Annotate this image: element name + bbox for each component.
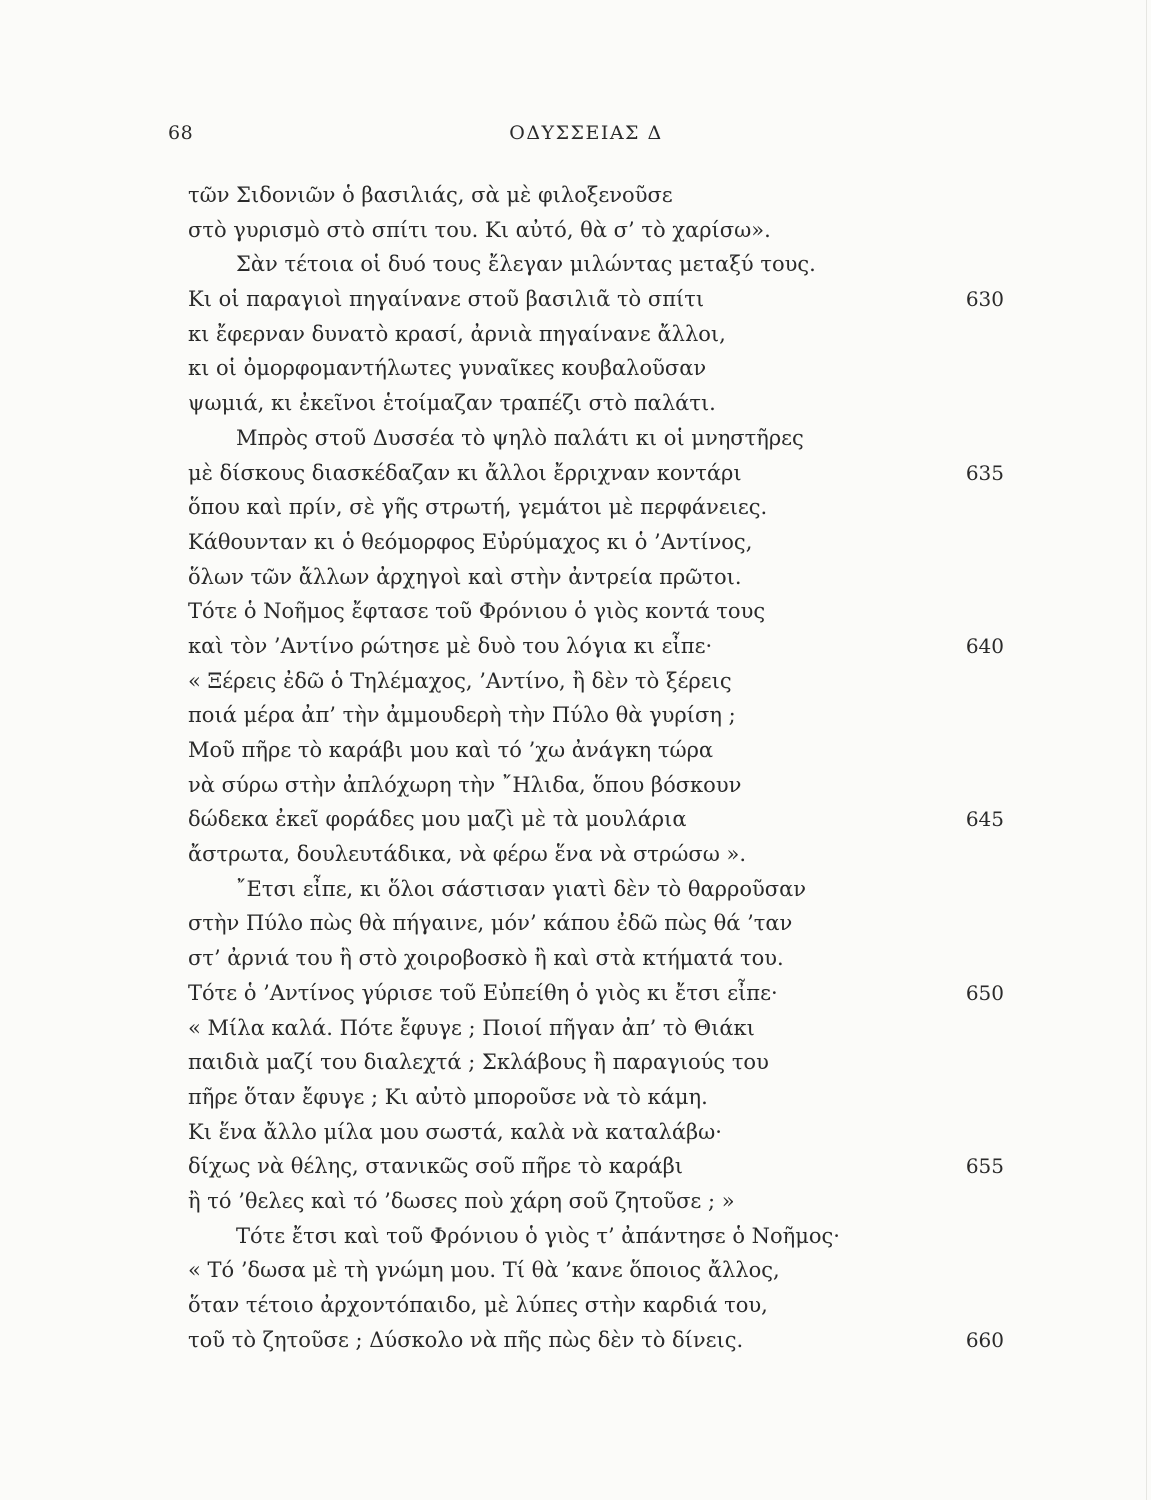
verse-line bbox=[188, 456, 1008, 491]
verse-line bbox=[188, 1011, 1008, 1046]
verse-line bbox=[188, 768, 1008, 803]
verse-text: κι οἱ ὀμορφομαντήλωτες γυναῖκες κουβαλοῦσαν bbox=[188, 356, 707, 381]
verse-text: Τότε ἔτσι καὶ τοῦ Φρόνιου ὁ γιὸς τ’ ἀπάντησε ὁ Νοῆμος· bbox=[236, 1223, 840, 1248]
verse-text: ὅπου καὶ πρίν, σὲ γῆς στρωτή, γεμάτοι μὲ περφάνειες. bbox=[188, 495, 768, 520]
verse-text: ἢ τό ’θελες καὶ τό ’δωσες ποὺ χάρη σοῦ ζητοῦσε ; » bbox=[188, 1188, 735, 1213]
verse-line bbox=[188, 906, 1008, 941]
verse-text: στὴν Πύλο πὼς θὰ πήγαινε, μόν’ κάπου ἐδῶ πὼς θά ’ταν bbox=[188, 911, 793, 936]
verse-text: δίχως νὰ θέλης, στανικῶς σοῦ πῆρε τὸ καράβι bbox=[188, 1154, 683, 1179]
verse-text: Σὰν τέτοια οἱ δυό τους ἔλεγαν μιλώντας μεταξύ τους. bbox=[236, 252, 816, 277]
verse-text: καὶ τὸν ’Αντίνο ρώτησε μὲ δυὸ του λόγια κι εἶπε· bbox=[188, 633, 713, 658]
verse-line bbox=[188, 421, 1008, 456]
verse-line bbox=[188, 525, 1008, 560]
line-number: 635 bbox=[965, 460, 1004, 485]
verse-line bbox=[188, 1045, 1008, 1080]
verse-line bbox=[188, 802, 1008, 837]
verse-text: παιδιὰ μαζί του διαλεχτά ; Σκλάβους ἢ παραγιούς του bbox=[188, 1050, 769, 1075]
verse-text: ἄστρωτα, δουλευτάδικα, νὰ φέρω ἕνα νὰ στρώσω ». bbox=[188, 842, 747, 867]
verse-line bbox=[188, 594, 1008, 629]
verse-text: Κι ἕνα ἄλλο μίλα μου σωστά, καλὰ νὰ καταλάβω· bbox=[188, 1119, 722, 1144]
verse-line bbox=[188, 178, 1008, 213]
line-number: 645 bbox=[965, 807, 1004, 832]
verse-line bbox=[188, 1080, 1008, 1115]
verse-text: « Μίλα καλά. Πότε ἔφυγε ; Ποιοί πῆγαν ἀπ’ τὸ Θιάκι bbox=[188, 1015, 755, 1040]
verse-text: Τότε ὁ Νοῆμος ἔφτασε τοῦ Φρόνιου ὁ γιὸς κοντά τους bbox=[188, 599, 766, 624]
verse-line bbox=[188, 282, 1008, 317]
running-head bbox=[168, 122, 1004, 152]
verse-line bbox=[188, 976, 1008, 1011]
verse-line bbox=[188, 629, 1008, 664]
verse-line bbox=[188, 1219, 1008, 1254]
verse-line bbox=[188, 560, 1008, 595]
line-number: 655 bbox=[965, 1154, 1004, 1179]
line-number: 630 bbox=[965, 287, 1004, 312]
verse-line bbox=[188, 1323, 1008, 1358]
verse-text: Κι οἱ παραγιοὶ πηγαίνανε στοῦ βασιλιᾶ τὸ σπίτι bbox=[188, 287, 705, 312]
verse-text: ῎Ετσι εἶπε, κι ὅλοι σάστισαν γιατὶ δὲν τὸ θαρροῦσαν bbox=[236, 876, 807, 901]
verse-line bbox=[188, 351, 1008, 386]
verse-line bbox=[188, 490, 1008, 525]
verse-text: Μοῦ πῆρε τὸ καράβι μου καὶ τό ’χω ἀνάγκη τώρα bbox=[188, 738, 714, 762]
verse-text: στὸ γυρισμὸ στὸ σπίτι του. Κι αὐτό, θὰ σ’ τὸ χαρίσω». bbox=[188, 217, 771, 242]
verse-line bbox=[188, 837, 1008, 872]
page-number: 68 bbox=[168, 122, 194, 144]
verse-text: Κάθουνταν κι ὁ θεόμορφος Εὐρύμαχος κι ὁ ’Αντίνος, bbox=[188, 529, 753, 554]
verse-text: μὲ δίσκους διασκέδαζαν κι ἄλλοι ἔρριχναν κοντάρι bbox=[188, 460, 742, 485]
book-title: ΟΔΥΣΣΕΙΑΣ Δ bbox=[509, 122, 663, 144]
verse-text: « Ξέρεις ἐδῶ ὁ Τηλέμαχος, ’Αντίνο, ἢ δὲν τὸ ξέρεις bbox=[188, 668, 732, 693]
verse-text: τοῦ τὸ ζητοῦσε ; Δύσκολο νὰ πῆς πὼς δὲν τὸ δίνεις. bbox=[188, 1327, 744, 1352]
page-edge-line bbox=[1146, 0, 1147, 1500]
verse-text: ποιά μέρα ἀπ’ τὴν ἀμμουδερὴ τὴν Πύλο θὰ γυρίση ; bbox=[188, 703, 736, 728]
verse-line bbox=[188, 664, 1008, 699]
verse-line bbox=[188, 1149, 1008, 1184]
verse-text: δώδεκα ἐκεῖ φοράδες μου μαζὶ μὲ τὰ μουλάρια bbox=[188, 807, 687, 832]
verse-line bbox=[188, 733, 1008, 768]
verse-line bbox=[188, 213, 1008, 248]
verse-text: ὅταν τέτοιο ἀρχοντόπαιδο, μὲ λύπες στὴν καρδιά του, bbox=[188, 1293, 768, 1317]
verse-text: ὅλων τῶν ἄλλων ἀρχηγοὶ καὶ στὴν ἀντρεία πρῶτοι. bbox=[188, 564, 742, 589]
verse-text: στ’ ἀρνιά του ἢ στὸ χοιροβοσκὸ ἢ καὶ στὰ κτήματά του. bbox=[188, 946, 784, 971]
verse-line bbox=[188, 317, 1008, 352]
verse-text: νὰ σύρω στὴν ἀπλόχωρη τὴν ῎Ηλιδα, ὅπου βόσκουν bbox=[188, 772, 742, 797]
verse-line bbox=[188, 872, 1008, 907]
verse-text: ψωμιά, κι ἐκεῖνοι ἑτοίμαζαν τραπέζι στὸ παλάτι. bbox=[188, 391, 716, 416]
verse-text: πῆρε ὅταν ἔφυγε ; Κι αὐτὸ μποροῦσε νὰ τὸ κάμη. bbox=[188, 1084, 708, 1109]
verse-line bbox=[188, 1253, 1008, 1288]
verse-line bbox=[188, 247, 1008, 282]
verse-line bbox=[188, 1115, 1008, 1150]
verse-line bbox=[188, 386, 1008, 421]
verse-text: Τότε ὁ ’Αντίνος γύρισε τοῦ Εὐπείθη ὁ γιὸς κι ἔτσι εἶπε· bbox=[188, 980, 778, 1005]
verse-text: τῶν Σιδονιῶν ὁ βασιλιάς, σὰ μὲ φιλοξενοῦσε bbox=[188, 183, 673, 207]
line-number: 640 bbox=[965, 633, 1004, 658]
verse-line bbox=[188, 941, 1008, 976]
verse-line bbox=[188, 1288, 1008, 1323]
verse-text: Μπρὸς στοῦ Δυσσέα τὸ ψηλὸ παλάτι κι οἱ μνηστῆρες bbox=[236, 425, 804, 450]
line-number: 650 bbox=[965, 980, 1004, 1005]
verse-text: κι ἔφερναν δυνατὸ κρασί, ἀρνιὰ πηγαίνανε ἄλλοι, bbox=[188, 321, 726, 346]
verse-text: « Τό ’δωσα μὲ τὴ γνώμη μου. Τί θὰ ’κανε ὅποιος ἄλλος, bbox=[188, 1258, 780, 1283]
line-number: 660 bbox=[965, 1327, 1004, 1352]
poem-text-block bbox=[188, 178, 1008, 1357]
verse-line bbox=[188, 698, 1008, 733]
verse-line bbox=[188, 1184, 1008, 1219]
